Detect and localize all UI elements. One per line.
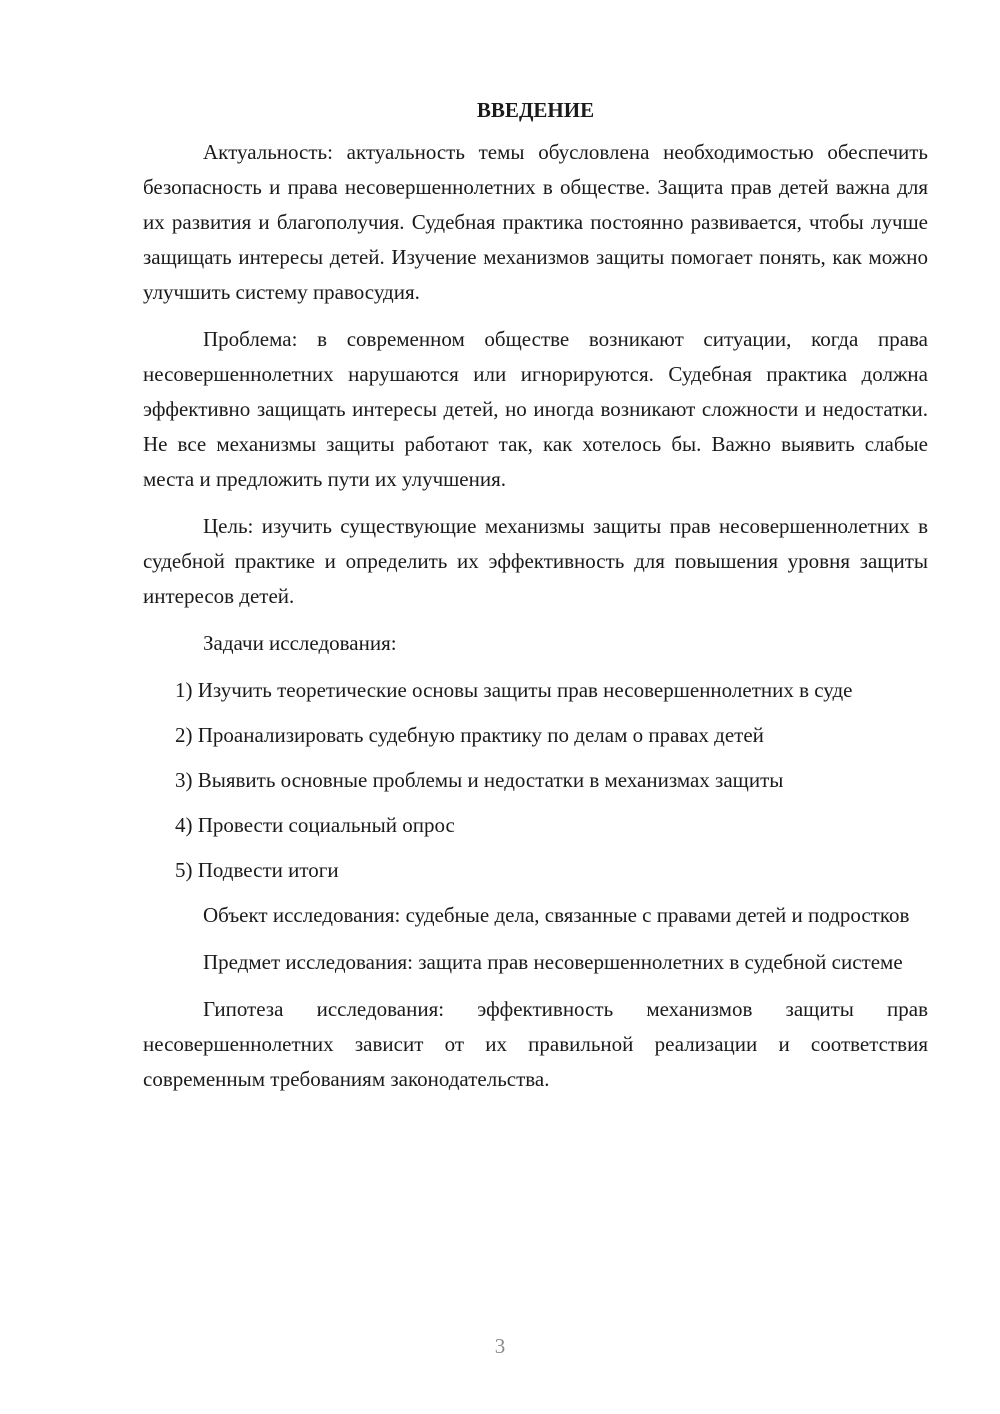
list-item: 3) Выявить основные проблемы и недостатки в механизмах защиты — [175, 768, 784, 792]
list-item: 5) Подвести итоги — [175, 858, 339, 882]
page-title: ВВЕДЕНИЕ — [476, 98, 595, 122]
list-item: 1) Изучить теоретические основы защиты прав несовершеннолетних в суде — [175, 678, 853, 702]
paragraph-problem: Проблема: в современном обществе возникают ситуации, когда права несовершеннолетних нарушаются или игнорируются. Судебная практика должна эффективно защищать интересы детей, но иногда возникают сложности и недостатки. Не все механизмы защиты работают так, как хотелось бы. Важно выявить слабые места и предложить пути их улучшения. — [143, 327, 928, 491]
paragraph-relevance: Актуальность: актуальность темы обусловлена необходимостью обеспечить безопасность и права несовершеннолетних в обществе. Защита прав детей важна для их развития и благополучия. Судебная практика постоянно развивается, чтобы лучше защищать интересы детей. Изучение механизмов защиты помогает понять, как можно улучшить систему правосудия. — [143, 140, 928, 304]
list-item: 2) Проанализировать судебную практику по делам о правах детей — [175, 723, 764, 747]
paragraph-subject: Предмет исследования: защита прав несовершеннолетних в судебной системе — [203, 950, 903, 974]
paragraph-hypothesis: Гипотеза исследования: эффективность механизмов защиты прав несовершеннолетних зависит от их правильной реализации и соответствия современным требованиям законодательства. — [143, 997, 928, 1091]
paragraph-goal: Цель: изучить существующие механизмы защиты прав несовершеннолетних в судебной практике и определить их эффективность для повышения уровня защиты интересов детей. — [143, 514, 928, 608]
page-number: 3 — [494, 1334, 506, 1358]
paragraph-object: Объект исследования: судебные дела, связанные с правами детей и подростков — [203, 903, 910, 927]
tasks-list — [143, 673, 928, 888]
tasks-heading: Задачи исследования: — [203, 631, 397, 655]
list-item: 4) Провести социальный опрос — [175, 813, 455, 837]
page-content — [143, 95, 928, 1109]
